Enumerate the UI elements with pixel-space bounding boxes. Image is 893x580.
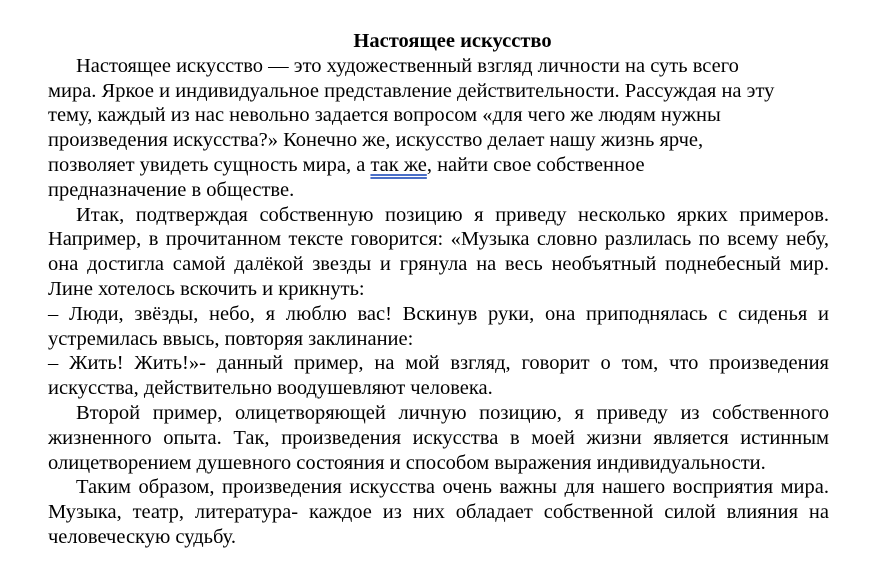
paragraph-line <box>48 153 829 178</box>
paragraph-line: Настоящее искусство — это художественный взгляд личности на суть всего <box>76 54 739 77</box>
paragraph-line: тему, каждый из нас невольно задается вопросом «для чего же людям нужны <box>48 104 721 127</box>
document-page <box>48 29 829 550</box>
paragraph-personal-example: Второй пример, олицетворяющей личную позицию, я приведу из собственного жизненного опыта. Так, произведения искусства в моей жизни является истинным олицетворением душевного состояния и способом выражения индивидуальности. <box>48 401 829 474</box>
paragraph-examples: Итак, подтверждая собственную позицию я приведу несколько ярких примеров. Например, в прочитанном тексте говорится: «Музыка словно разлилась по всему небу, она достигла самой далёкой звезды и грянула на весь необъятный поднебесный мир. Лине хотелось вскочить и крикнуть: <box>48 203 829 300</box>
paragraph-intro <box>48 54 829 203</box>
paragraph-line: произведения искусства?» Конечно же, искусство делает нашу жизнь ярче, <box>48 129 704 152</box>
spellcheck-underlined-word[interactable]: так же <box>370 153 427 176</box>
text-run: , найти свое собственное <box>426 153 645 176</box>
paragraph-conclusion: Таким образом, произведения искусства очень важны для нашего восприятия мира. Музыка, театр, литература- каждое из них обладает собственной силой влияния на человеческую судьбу. <box>48 476 829 548</box>
paragraph-line: предназначение в обществе. <box>48 178 295 201</box>
quote-line-1: – Люди, звёзды, небо, я люблю вас! Вскинув руки, она приподнялась с сиденья и устремилась ввысь, повторяя заклинание: <box>48 302 829 350</box>
text-run: позволяет увидеть сущность мира, а <box>48 153 371 176</box>
document-title: Настоящее искусство <box>353 30 552 52</box>
quote-line-2: – Жить! Жить!»- данный пример, на мой взгляд, говорит о том, что произведения искусства, действительно воодушевляют человека. <box>48 352 829 400</box>
paragraph-line: мира. Яркое и индивидуальное представление действительности. Рассуждая на эту <box>48 79 775 102</box>
